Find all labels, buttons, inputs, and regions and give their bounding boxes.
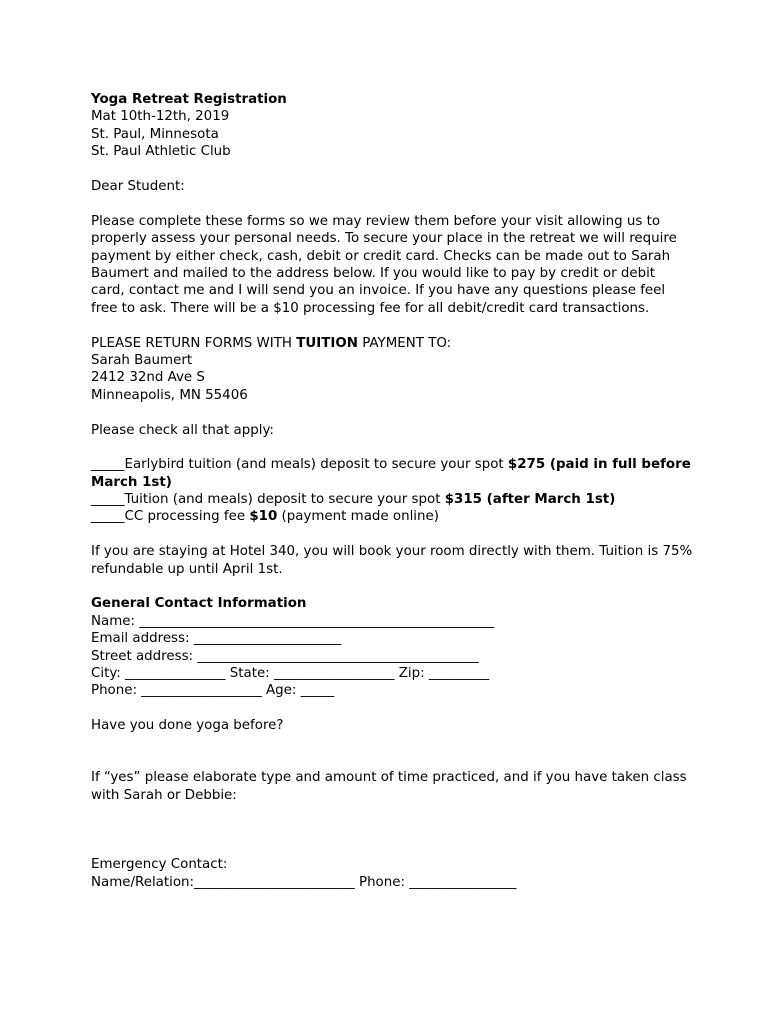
yoga-experience-question: Have you done yoga before? (91, 718, 284, 734)
phone-age-fields: Phone: __________________ Age: _____ (91, 683, 335, 699)
greeting: Dear Student: (91, 178, 185, 194)
name-field[interactable]: Name: _____________________________________________________ (91, 613, 495, 629)
emergency-name-blank[interactable]: ________________________ (194, 874, 355, 890)
phone-blank[interactable]: __________________ (141, 683, 262, 699)
email-field[interactable]: Email address: ______________________ (91, 631, 342, 647)
street-blank[interactable]: __________________________________________ (197, 648, 479, 664)
contact-heading: General Contact Information (91, 596, 307, 612)
registration-form (91, 91, 691, 891)
checkbox-blank[interactable]: _____ (91, 492, 125, 508)
event-dates: Mat 10th-12th, 2019 (91, 109, 230, 125)
elaborate-prompt-line1: If “yes” please elaborate type and amount of time practiced, and if you have taken class (91, 770, 687, 786)
zip-blank[interactable]: _________ (428, 665, 490, 681)
payee-name: Sarah Baumert (91, 352, 193, 368)
option-cc-fee[interactable]: _____CC processing fee $10 (payment made online) (91, 509, 439, 525)
intro-paragraph: Please complete these forms so we may review them before your visit allowing us to properly assess your personal needs. To secure your place in the retreat we will require payment by either check, cash, debit or credit card. Checks can be made out to Sarah Baumert and mailed to the address below. If you would like to pay by credit or debit card, contact me and I will send you an invoice. If you have any questions please feel free to ask. There will be a $10 processing fee for all debit/credit card transactions. (91, 213, 677, 316)
return-instructions: PLEASE RETURN FORMS WITH TUITION PAYMENT TO: (91, 335, 452, 351)
age-blank[interactable]: _____ (300, 683, 335, 699)
option-earlybird[interactable]: _____Earlybird tuition (and meals) deposit to secure your spot $275 (paid in full before (91, 457, 691, 473)
state-blank[interactable]: __________________ (273, 665, 395, 681)
name-blank[interactable]: _____________________________________________________ (139, 613, 495, 629)
option-tuition[interactable]: _____Tuition (and meals) deposit to secure your spot $315 (after March 1st) (91, 492, 616, 508)
option-earlybird-continued: March 1st) (91, 474, 172, 490)
payee-street: 2412 32nd Ave S (91, 370, 205, 386)
checkbox-blank[interactable]: _____ (91, 509, 125, 525)
form-title: Yoga Retreat Registration (91, 92, 287, 107)
hotel-note-line1: If you are staying at Hotel 340, you will book your room directly with them. Tuition is 75% (91, 544, 693, 560)
city-state-zip-fields: City: _______________ State: __________________ Zip: _________ (91, 665, 490, 681)
city-blank[interactable]: _______________ (125, 665, 226, 681)
email-blank[interactable]: ______________________ (193, 631, 342, 647)
checkbox-blank[interactable]: _____ (91, 457, 125, 473)
check-prompt: Please check all that apply: (91, 422, 274, 438)
hotel-note-line2: refundable up until April 1st. (91, 561, 283, 577)
elaborate-prompt-line2: with Sarah or Debbie: (91, 787, 237, 803)
payee-city-state-zip: Minneapolis, MN 55406 (91, 387, 248, 403)
emergency-fields: Name/Relation:________________________ Phone: ________________ (91, 874, 517, 890)
street-field[interactable]: Street address: __________________________________________ (91, 648, 479, 664)
event-venue: St. Paul Athletic Club (91, 144, 231, 160)
emergency-heading: Emergency Contact: (91, 857, 228, 873)
emergency-phone-blank[interactable]: ________________ (409, 874, 517, 890)
event-city: St. Paul, Minnesota (91, 126, 219, 142)
